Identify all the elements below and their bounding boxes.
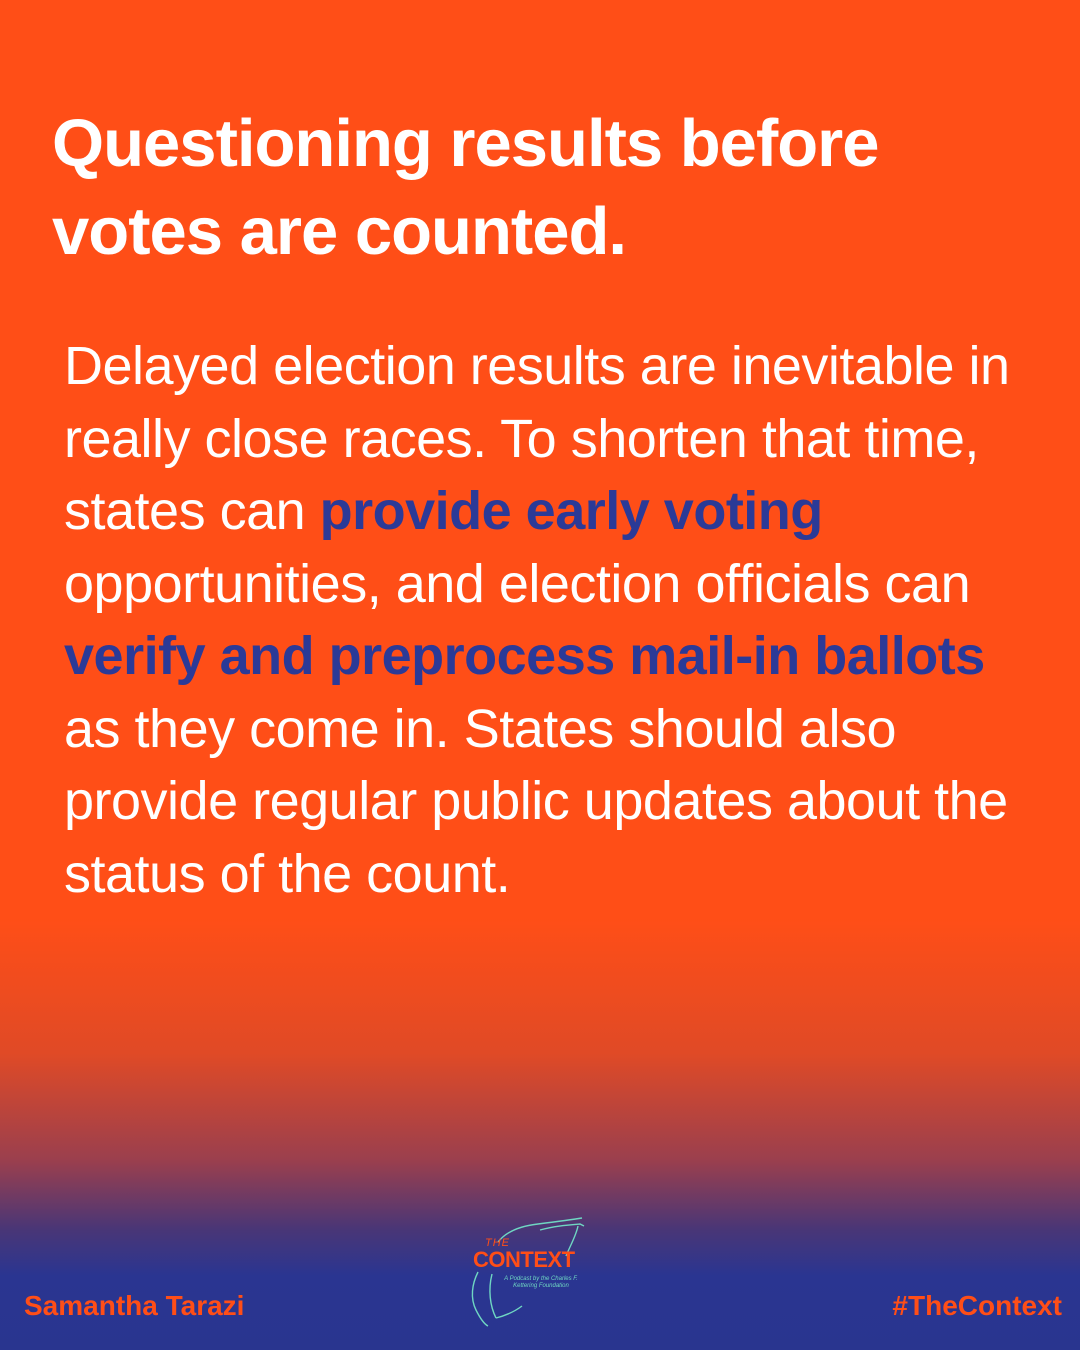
the-context-logo xyxy=(458,1212,590,1328)
body-segment: Delayed election results are inevitable in really close races. To shorten that time, states can xyxy=(64,336,1010,541)
logo-the-text: THE xyxy=(485,1237,510,1249)
logo-wordmark: CONTEXT xyxy=(473,1247,575,1272)
logo-tagline: A Podcast by the Charles F. Kettering Foundation xyxy=(504,1276,578,1289)
headline-line-1: Questioning results before xyxy=(52,106,879,181)
body-segment: as they come in. States should also provide regular public updates about the status of the count. xyxy=(64,698,1008,904)
body-highlight-early-voting: provide early voting xyxy=(319,481,823,541)
hashtag: #TheContext xyxy=(892,1290,1062,1321)
body-segment: opportunities, and election officials can xyxy=(64,553,971,614)
body-paragraph xyxy=(64,330,1024,910)
headline-line-2: votes are counted. xyxy=(52,194,627,269)
body-highlight-mail-in-ballots: verify and preprocess mail-in ballots xyxy=(64,626,985,686)
headline xyxy=(52,100,1042,276)
author-credit: Samantha Tarazi xyxy=(24,1290,245,1321)
